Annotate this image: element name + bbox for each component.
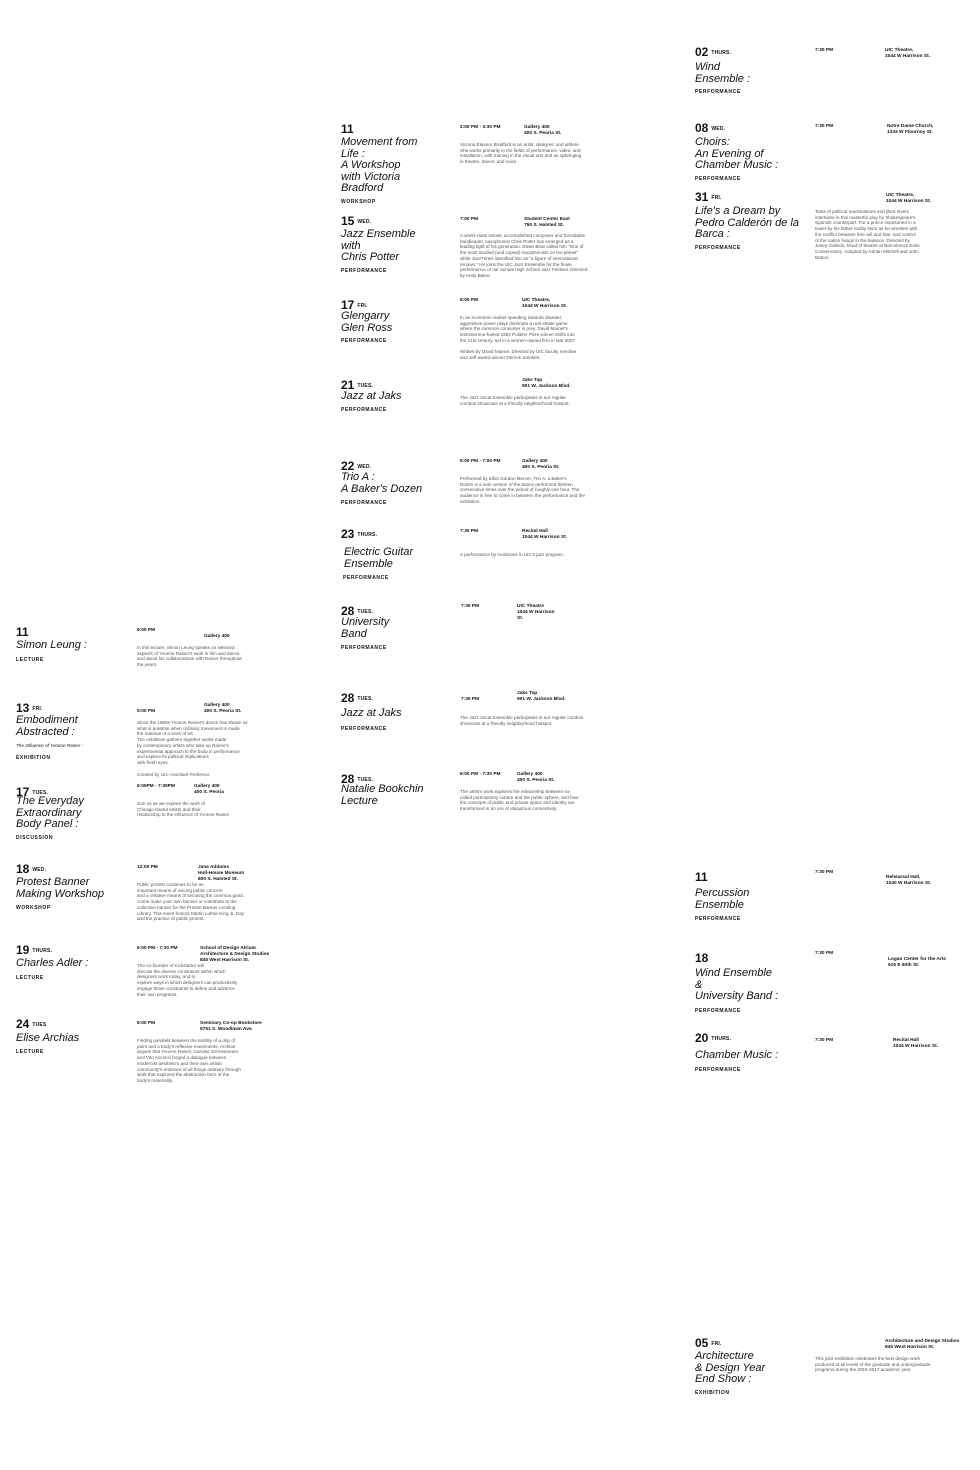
event-date: 21 [341, 378, 355, 392]
event-time: 6:00 PM - 7:30 PM [460, 772, 501, 777]
event-location: Gallery 400 400 S. Peoria St. [204, 703, 242, 714]
event-category: DISCUSSION [16, 835, 54, 841]
event-time: 7:30 PM [815, 951, 834, 956]
event-location: Student Center East 750 S. Halsted St. [524, 217, 570, 228]
event-category: PERFORMANCE [341, 268, 387, 274]
event-day: TUES. [32, 790, 49, 796]
event-category: EXHIBITION [695, 1390, 730, 1396]
event-subtitle: The Influence of Yvonne Rainer : [16, 743, 83, 748]
event-category: LECTURE [16, 657, 44, 663]
event-date: 17 [341, 298, 355, 312]
event-location: UIC Theatre 1044 W Harrison St. [517, 604, 555, 621]
event-date: 08 [695, 121, 709, 135]
event-lifes-a-dream [695, 188, 975, 268]
event-movement-from-life [341, 120, 601, 210]
event-description: Finding parallels between the tactility of a drip of paint and a body's reflexive movements, Archias argues that Yvonne Rainer, Carolee Schneemann, and Vito Acconci forged a dialogue between modernist aesthetics and their own artistic community's embrace of all things ordinary through work that explored the abstraction born of the body's materiality. [137, 1038, 241, 1083]
event-category: PERFORMANCE [341, 500, 387, 506]
event-date: 28 [341, 604, 355, 618]
event-location: Jaks Tap 901 W. Jackson Blvd. [517, 691, 566, 702]
event-time: 7:00 PM [460, 217, 479, 222]
event-glengarry [341, 296, 601, 366]
event-description: Victoria Eleanor Bradford is an artist, designer, and athlete. She works primarily in the fields of performance, video, and installation, with training in the visual arts and an upbringing in theatre, dance, and voice. [460, 142, 582, 165]
event-day: TUES [32, 1022, 47, 1028]
event-day: TUES. [357, 609, 374, 615]
event-time: 6:00PM - 7:30PM [137, 784, 175, 789]
event-title: Protest Banner Making Workshop [16, 876, 105, 900]
event-title: Life's a Dream by Pedro Calderón de la Barca : [695, 205, 799, 240]
event-title: Jazz at Jaks [341, 707, 402, 719]
event-location: Gallery 400 400 S. Peoria St. [524, 125, 562, 136]
event-category: PERFORMANCE [695, 176, 741, 182]
event-location: Architecture and Design Studios 845 West Harrison St. [885, 1339, 960, 1350]
event-location: School of Design Atrium Architecture & Design Studios 845 West Harrison St. [200, 946, 270, 963]
event-date: 19 [16, 943, 30, 957]
event-location: Logan Center for the Arts 915 E 60th St. [888, 957, 946, 968]
event-percussion-ensemble [695, 868, 975, 924]
event-day: THURS. [711, 50, 732, 56]
event-time: 7:30 PM [460, 529, 479, 534]
event-title: Glengarry Glen Ross [341, 310, 393, 334]
event-date: 23 [341, 527, 355, 541]
event-location: Seminary Co-op Bookstore 5751 S. Woodlawn Ave. [200, 1021, 262, 1032]
event-time: 7:30 PM [461, 604, 480, 609]
event-choirs [695, 119, 975, 184]
event-title: Percussion Ensemble [695, 887, 750, 911]
event-end-show [695, 1334, 975, 1400]
event-category: PERFORMANCE [343, 575, 389, 581]
event-day: THURS. [711, 1036, 732, 1042]
event-description: Performed by Elliot Gordon Mercer, Trio A: a Baker's Dozen is a solo version of the dance performed thirteen consecutive times over the period of roughly one hour. The audience is free to come in between the performance and the exhibition. [460, 476, 585, 504]
event-title: Movement from Life : A Workshop with Victoria Bradford [341, 136, 418, 194]
event-day: WED. [357, 464, 372, 470]
event-description: In an economic market speeding towards disaster, aggressive power plays dominate a real estate game where the common consumer is prey. David Mamet's testosterone-fueled 1984 Pulitzer Prize winner shifts into the 21st century, set in a women-owned firm in late 2007. Written by David Mamet. Directed by UIC faculty member and Jeff award-winner Derrick Sanders. [460, 315, 577, 360]
event-title: Simon Leung : [16, 639, 87, 651]
event-jazz-at-jaks-28 [341, 689, 601, 734]
event-title: Trio A : A Baker's Dozen [341, 471, 423, 495]
event-description: The artist's work explores the relationship between so- called participatory culture and the public sphere, and how the concepts of public and private space and identity are transformed in an era of ubiquitous connectivity. [460, 789, 579, 812]
event-time: 7:30 PM [815, 870, 834, 875]
event-category: WORKSHOP [341, 199, 376, 205]
event-date: 18 [695, 951, 709, 965]
event-chamber-music [695, 1029, 975, 1077]
event-time: 7:30 PM [815, 48, 834, 53]
event-date: 18 [16, 862, 30, 876]
event-location: Notre Dame Church, 1334 W Flournoy St. [887, 124, 934, 135]
event-day: TUES. [357, 696, 374, 702]
event-title: Natalie Bookchin Lecture [341, 783, 424, 807]
event-time: 6:00 PM - 7:00 PM [460, 459, 501, 464]
event-location: UIC Theatre, 1044 W Harrison St. [885, 48, 931, 59]
event-time: 6:00 PM [137, 628, 156, 633]
event-jazz-ensemble-potter [341, 212, 601, 282]
event-category: PERFORMANCE [695, 1008, 741, 1014]
event-date: 02 [695, 45, 709, 59]
event-title: Wind Ensemble : [695, 61, 751, 85]
event-description: In this lecture, Simon Leung speaks on selected aspects of Yvonne Rainer's work in film and dance, and about his collaborations with Rainer throughout the years. [137, 645, 242, 668]
event-university-band [341, 602, 601, 652]
event-description: This joint exhibition celebrates the best design work produced at all levels of the graduate and undergraduate programs during the 2016-2017 academic year. [815, 1356, 931, 1373]
event-title: Electric Guitar Ensemble [344, 546, 414, 570]
event-wind-university-band [695, 949, 975, 1017]
event-category: PERFORMANCE [695, 245, 741, 251]
event-day: FRI. [711, 1341, 722, 1347]
event-note: Curated by UIC Assistant Professor, [137, 772, 211, 777]
event-date: 11 [16, 625, 29, 639]
event-time: 12:00 PM [137, 865, 158, 870]
event-title: University Band [341, 616, 390, 640]
event-day: FRI. [711, 195, 722, 201]
event-date: 11 [341, 122, 354, 136]
event-location: Gallery 400 400 S. Peoria St. [522, 459, 560, 470]
event-title: The Everyday Extraordinary Body Panel : [16, 795, 84, 830]
event-time: 6:00 PM [137, 1021, 156, 1026]
event-date: 13 [16, 701, 30, 715]
event-date: 15 [341, 214, 355, 228]
event-description: Public protest continues to be an important means of voicing public concern and a creative means of securing the common good. Come make your own banner or contribute to the collective banner for the Protest Banner Lending Library. This event honors Martin Luther King Jr. Day and the practice of public protest. [137, 882, 245, 922]
event-date: 17 [16, 785, 30, 799]
event-day: WED. [357, 219, 372, 225]
event-description: Join us as we explore the work of Chicago-based artists and their relationship to the influence of Yvonne Rainer [137, 801, 230, 818]
event-description: The co-founder of Kickstarter will discuss the diverse constraints within which designers work today, and to explore ways in which designers can productively engage those constraints to define and advance their own programs. [137, 963, 238, 997]
event-day: WED. [32, 867, 47, 873]
event-date: 31 [695, 190, 709, 204]
event-title: Wind Ensemble & University Band : [695, 967, 779, 1002]
event-category: PERFORMANCE [695, 916, 741, 922]
event-day: THURS. [32, 948, 53, 954]
event-description: The Jazz Vocal Ensemble participates in our regular combos showcase at a friendly neighborhood hotspot. [460, 715, 584, 726]
event-wind-ensemble-02 [695, 43, 975, 98]
event-time: 2:00 PM - 3:30 PM [460, 125, 501, 130]
event-category: PERFORMANCE [695, 1067, 741, 1073]
event-location: Gallery 400 [204, 634, 230, 639]
event-everyday-extraordinary [16, 783, 306, 843]
event-day: TUES. [357, 777, 374, 783]
event-category: PERFORMANCE [341, 338, 387, 344]
event-category: EXHIBITION [16, 755, 51, 761]
event-title: Embodiment Abstracted : [16, 714, 78, 738]
event-description: A world-class soloist, accomplished composer and formidable bandleader, saxophonist Chris Potter has emerged as a leading light of his generation. Down Beat called him "One of the most studied (and copied) saxophonists on the planet" while JazzTimes identified him as "a figure of international renown." He joins the UIC Jazz Ensemble for the finale performance of our annual High School Jazz Festival. Directed by Andy Baker. [460, 233, 588, 278]
event-time: 5:00 PM [137, 709, 156, 714]
event-simon-leung [16, 623, 306, 671]
event-category: PERFORMANCE [695, 89, 741, 95]
event-day: THURS. [357, 532, 378, 538]
event-location: Jaks Tap 901 W. Jackson Blvd. [522, 378, 571, 389]
event-description: Tales of political machinations and jilted lovers intertwine in this masterful play by Shakespeare's Spanish counterpart. For a prince imprisoned in a tower by his father reality blurs as he wrestles with the conflict between free will and fate, and control of the nation hangs in the balance. Directed by Josep Galindo, head of theatre at Barcelona's Eolia Conservatory. Adapted by Adrian Mitchell and John Barton. [815, 209, 920, 260]
event-date: 22 [341, 459, 355, 473]
event-category: PERFORMANCE [341, 645, 387, 651]
event-protest-banner [16, 860, 306, 922]
event-date: 05 [695, 1336, 709, 1350]
event-time: 7:30 PM [815, 1038, 834, 1043]
event-title: Choirs: An Evening of Chamber Music : [695, 136, 779, 171]
event-location: Jane Addams Hull-House Museum 800 S. Halsted St. [198, 865, 245, 882]
event-category: PERFORMANCE [341, 726, 387, 732]
event-title: Elise Archias [16, 1032, 80, 1044]
event-charles-adler [16, 941, 306, 1001]
event-description: Since the 1960s Yvonne Rainer's dance has shown us what is possible when ordinary movement is made the material of a work of art. The exhibition gathers together works made by contemporary artists who take up Rainer's experimental approach to the body in performance and explore its political implications with fresh eyes. [137, 720, 248, 765]
event-day: FRI. [357, 303, 368, 309]
event-category: LECTURE [16, 1049, 44, 1055]
event-title: Jazz Ensemble with Chris Potter [341, 228, 416, 263]
event-natalie-bookchin [341, 770, 601, 818]
event-title: Jazz at Jaks [341, 390, 402, 402]
event-jazz-at-jaks-21 [341, 376, 601, 416]
event-location: Gallery 400 400 S. Peoria [194, 784, 224, 795]
event-date: 28 [341, 772, 355, 786]
event-location: UIC Theatre, 1044 W Harrison St. [522, 298, 568, 309]
event-category: LECTURE [16, 975, 44, 981]
event-date: 11 [695, 870, 708, 884]
event-location: Rehearsal Hall, 1040 W Harrison St. [886, 875, 932, 886]
event-date: 28 [341, 691, 355, 705]
event-elise-archias [16, 1015, 306, 1087]
event-time: 8:00 PM [460, 298, 479, 303]
event-day: FRI. [32, 706, 43, 712]
event-time: 7:30 PM [461, 697, 480, 702]
event-location: Recital Hall 1044 W Harrison St. [522, 529, 568, 540]
event-day: TUES. [357, 383, 374, 389]
event-description: The Jazz Vocal Ensemble participates in our regular combos showcase at a friendly neighborhood hotspot. [460, 395, 570, 406]
event-category: WORKSHOP [16, 905, 51, 911]
event-location: UIC Theatre, 1044 W Harrison St. [886, 193, 932, 204]
event-description: A performance by musicians in UIC's jazz program. [460, 552, 565, 557]
event-day: WED. [711, 126, 726, 132]
event-location: Gallery 400 400 S. Peoria St. [517, 772, 555, 783]
event-trio-a [341, 457, 601, 509]
event-time: 7:30 PM [815, 124, 834, 129]
event-embodiment-abstracted [16, 699, 306, 781]
event-time: 6:00 PM - 7:30 PM [137, 946, 178, 951]
event-electric-guitar [341, 525, 601, 583]
event-title: Chamber Music : [695, 1049, 779, 1061]
event-category: PERFORMANCE [341, 407, 387, 413]
event-date: 24 [16, 1017, 30, 1031]
event-location: Recital Hall 1044 W Harrison St. [893, 1038, 939, 1049]
event-date: 20 [695, 1031, 709, 1045]
event-title: Architecture & Design Year End Show : [695, 1350, 766, 1385]
event-title: Charles Adler : [16, 957, 89, 969]
